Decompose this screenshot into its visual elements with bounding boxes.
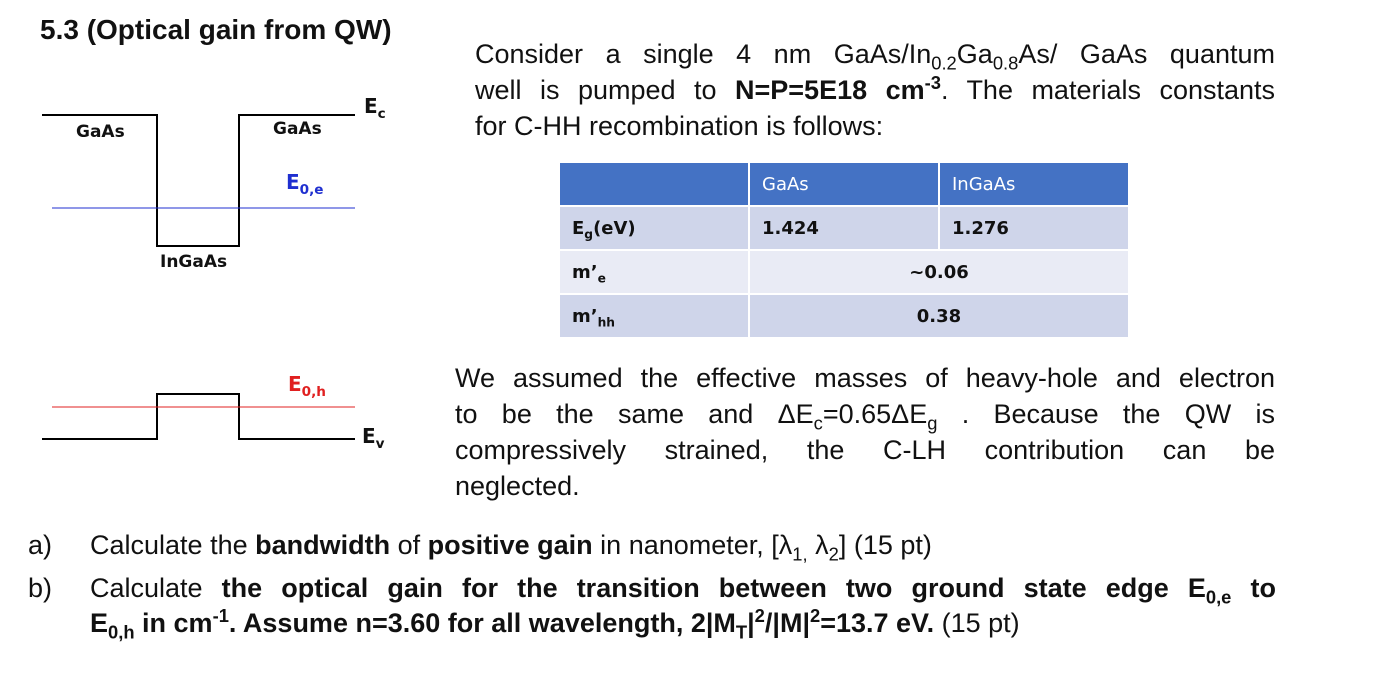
ingaas-well-label: InGaAs <box>160 252 228 272</box>
assumption-paragraph <box>455 360 1275 504</box>
eg-label: $E_g(eV)$ <box>559 206 749 250</box>
e0h-label: $E_{0,h}$ <box>288 372 326 400</box>
assumption-line-3: compressively strained, the C-LH contribution can be <box>455 435 1275 465</box>
mhh-value: 0.38 <box>749 294 1129 338</box>
table-row-mhh <box>559 294 1129 338</box>
intro-paragraph <box>475 36 1275 144</box>
table-header-row <box>559 162 1129 206</box>
band-diagram <box>0 0 460 470</box>
eg-ingaas-value: 1.276 <box>939 206 1129 250</box>
question-b-text <box>90 571 1288 641</box>
e0e-label: $E_{0,e}$ <box>286 170 324 198</box>
me-value: ~0.06 <box>749 250 1129 294</box>
assumption-line-1: We assumed the effective masses of heavy-hole and electron <box>455 363 1275 393</box>
question-a-letter: a) <box>28 530 53 560</box>
intro-line-2: well is pumped to N=P=5E18 $cm^{-3}$. The materials constants <box>475 71 1276 105</box>
question-b-line-1: Calculate the optical gain for the transition between two ground state edge $E_{0,e}$ to <box>90 573 1276 608</box>
me-label: $m’_e$ <box>559 250 749 294</box>
assumption-line-4: neglected. <box>455 471 580 501</box>
mhh-label: $m’_{hh}$ <box>559 294 749 338</box>
intro-line-1: Consider a single 4 nm GaAs/$In_{0.2}Ga_{0.8}As/$ GaAs quantum <box>475 39 1275 74</box>
question-a <box>28 528 1288 563</box>
materials-table <box>558 161 1130 339</box>
table-header-empty <box>559 162 749 206</box>
gaas-right-label: GaAs <box>273 119 322 139</box>
valence-band-line <box>42 394 355 439</box>
eg-gaas-value: 1.424 <box>749 206 939 250</box>
table-row-eg <box>559 206 1129 250</box>
problem-title: 5.3 (Optical gain from QW) <box>40 14 392 45</box>
question-a-text: Calculate the bandwidth of positive gain in nanometer, [$\lambda_{1,}$ $\lambda_2$] (15 pt) <box>90 530 932 565</box>
question-b-line-2: $E_{0,h}$ in $cm^{-1}$. Assume n=3.60 for all wavelength, $2|M_T|^2/|M|^2=13.7$ eV. (15 pt) <box>90 604 1020 643</box>
table-header-ingaas: InGaAs <box>939 162 1129 206</box>
question-b-letter: b) <box>28 573 53 603</box>
gaas-left-label: GaAs <box>76 122 125 142</box>
table-row-me <box>559 250 1129 294</box>
assumption-line-2: to be the same and $\Delta E_c=0.65\Delta E_g$ . Because the QW is <box>455 399 1275 434</box>
table-header-gaas: GaAs <box>749 162 939 206</box>
intro-line-3: for C-HH recombination is follows: <box>475 111 884 141</box>
question-b <box>28 571 1288 641</box>
ev-label: $E_v$ <box>362 424 385 452</box>
ec-label: $E_c$ <box>364 94 386 122</box>
